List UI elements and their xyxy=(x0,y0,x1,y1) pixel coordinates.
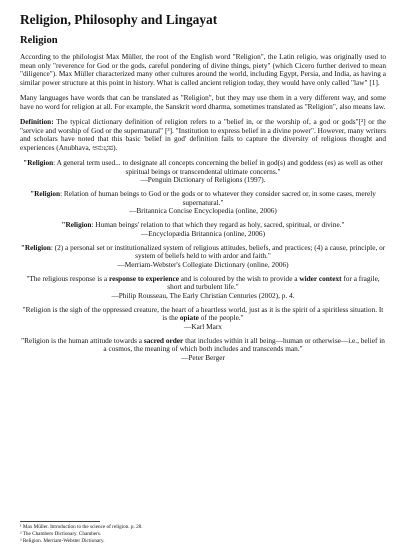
quote-lead: "Religion xyxy=(20,242,51,252)
quote-text: that includes within it all being—human or otherwise—i.e., belief in a cosmos, the meaning of which both includes and transcends man." xyxy=(103,335,385,353)
quote-text: and is coloured by the wish to provide a xyxy=(178,273,300,283)
quote-berger xyxy=(20,337,386,363)
quote-text: "Religion is the sigh of the oppressed creature, the heart of a heartless world, just as it is the spirit of a spiritless situation. It is the xyxy=(22,304,384,322)
quote-text: "Religion is the human attitude towards a xyxy=(21,335,144,345)
page-title: Religion, Philosophy and Lingayat xyxy=(20,12,218,27)
footnote-2: ² The Chambers Dictionary. Chambers. xyxy=(20,531,102,537)
quote-text: : Relation of human beings to God or the gods or to whatever they consider sacred or, in some cases, merely supernatural." xyxy=(60,189,376,207)
quote-britannica xyxy=(20,221,386,238)
footnotes xyxy=(20,521,386,545)
quote-source: —Britannica Concise Encyclopedia (online, 2006) xyxy=(129,206,277,215)
quote-text: : Human beings' relation to that which they regard as holy, sacred, spiritual, or divine." xyxy=(91,220,345,229)
quote-britannica-concise xyxy=(20,190,386,216)
quote-merriam-webster xyxy=(20,244,386,270)
definition-text: The typical dictionary definition of religion refers to a "belief in, or the worship of, a god or gods"[²] or the "service and worship of God or the supernatural" [³]. "Institution to express belief in a divine power". However, many writers and scholars have noted that this basic 'belief in god' definition fails to capture the diversity of religious thought and experiences (Anubhava, ಅನುಭವ). xyxy=(20,117,386,152)
quote-lead: "Religion xyxy=(23,158,54,167)
quote-source: —Encyclopædia Britannica (online, 2006) xyxy=(140,228,265,238)
quote-text: : (2) a personal set or institutionalized system of religious attitudes, beliefs, and practices; (4) a cause, principle, or system of beliefs held to with ardor and faith." xyxy=(50,242,386,260)
paragraph-definition xyxy=(20,118,386,152)
quote-lead: "Religion xyxy=(61,220,92,229)
footnote-divider xyxy=(20,521,100,522)
quote-text: "The religious response is a xyxy=(26,273,109,283)
footnote-1: ¹ Max Müller. Introduction to the science of religion. p. 28. xyxy=(20,524,143,530)
paragraph-languages: Many languages have words that can be translated as "Religion", but they may use them in a very different way, and some have no word for religion at all. For example, the Sanskrit word dharma, sometimes translated as "Religion", also means law. xyxy=(20,93,386,111)
footnote-3: ³ Religion. Merriam-Webster Dictionary. xyxy=(20,538,105,544)
quote-source: —Peter Berger xyxy=(181,352,225,362)
quote-marx xyxy=(20,306,386,332)
quote-text: for a fragile, short and turbulent life." xyxy=(167,273,380,291)
quote-source: —Philip Rousseau, The Early Christian Centuries (2002), p. 4. xyxy=(111,290,295,300)
quote-source: —Penguin Dictionary of Religions (1997). xyxy=(140,175,266,184)
quote-penguin xyxy=(20,159,386,185)
quote-emphasis: response to experience xyxy=(108,273,179,283)
quote-emphasis: wider context xyxy=(299,273,342,283)
quote-text: of the people." xyxy=(198,313,244,322)
quote-source: —Karl Marx xyxy=(184,321,222,331)
definition-lead: Definition: xyxy=(20,117,54,126)
quote-emphasis: sacred order xyxy=(143,335,184,345)
paragraph-etymology: According to the philologist Max Müller, the root of the English word "Religion", the Latin religio, was originally used to mean only "reverence for God or the gods, careful pondering of divine things, piety" (which Cicero further derived to mean "diligence"). Max Müller characterized many other cultures around the world, including Egypt, Persia, and India, as having a similar power structure at this point in history. What is called ancient religion today, they would have only called "law" [1]. xyxy=(20,52,386,87)
document-body xyxy=(20,12,386,368)
quote-lead: "Religion xyxy=(30,189,61,198)
quote-emphasis: opiate xyxy=(179,313,199,322)
quote-rousseau xyxy=(20,275,386,301)
quote-text: : A general term used... to designate all concepts concerning the belief in god(s) and goddess (es) as well as other spiritual beings or transcendental ultimate concerns." xyxy=(53,158,383,176)
section-heading: Religion xyxy=(20,35,58,46)
quote-source: —Merriam-Webster's Collegiate Dictionary (online, 2006) xyxy=(117,259,289,269)
